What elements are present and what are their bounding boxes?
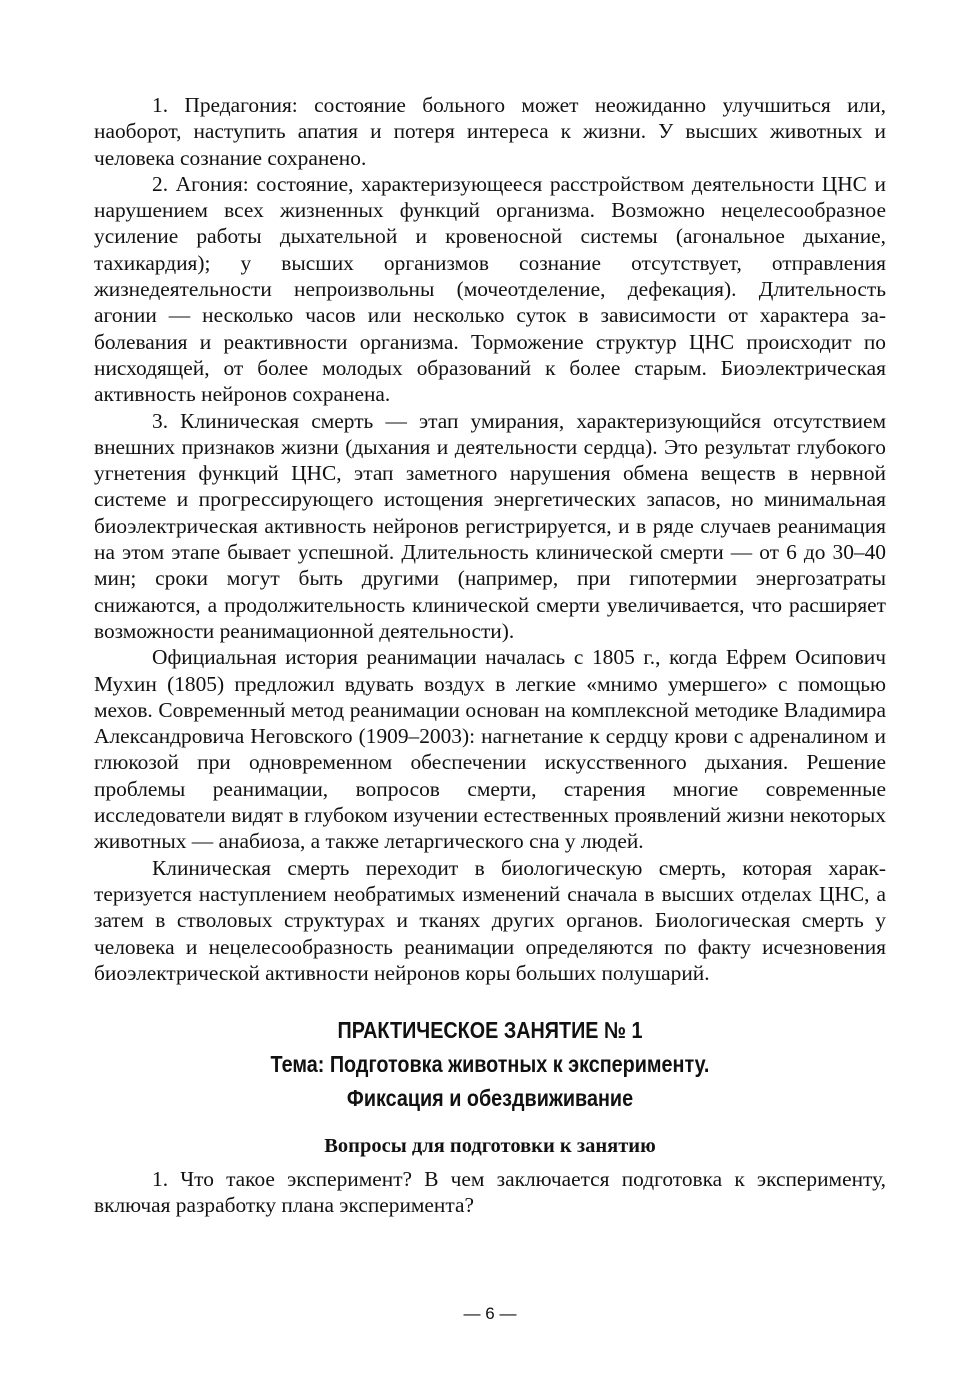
paragraph-predagonia: 1. Предагония: состояние больного может неожиданно улучшиться или, наоборот, наступить апатия и потеря интереса к жизни. У высших животных и человека сознание сохранено. — [94, 93, 886, 170]
paragraph-clinical-death: 3. Клиническая смерть — этап умирания, характеризующийся отсутствием внешних признаков жизни (дыхания и деятельности сердца). Это результат глубокого угнетения функций ЦНС, этап заметного нарушения обмена веществ в нервной системе и прогрессирующего истощения энергетических запасов, но минимальная биоэлектрическая активность нейронов регистрируется, и в ряде случаев реанимация на этом этапе бывает успешной. Длительность клинической смерти — от 6 до 30–40 мин; сроки могут быть другими (например, при гипотермии энергозатраты снижаются, а продолжительность клинической смерти увеличивается, что расширяет возможности реанимационной деятельности). — [94, 408, 886, 643]
paragraph-reanimation-history: Официальная история реанимации началась с 1805 г., когда Ефрем Осипович Мухин (1805) предложил вдувать воздух в легкие «мнимо умершего» с помощью мехов. Современный метод реанимации основан на комплексной методике Владимира Александровича Неговского (1909–2003): нагнетание к сердцу крови с адреналином и глюкозой при одновременном обеспечении искусственного дыхания. Решение проблемы реанимации, вопросов смерти, старения многие современные исследователи видят в глубоком изучении естественных проявлений жизни некоторых животных — анабиоза, а также летаргического сна у людей. — [94, 645, 886, 854]
question-item: 1. Что такое эксперимент? В чем заключается подготовка к эксперименту, включая разработку плана эксперимента? — [94, 1167, 886, 1218]
section-heading — [149, 1013, 830, 1115]
section-topic-line-2: Фиксация и обездвиживание — [346, 1085, 634, 1112]
section-topic-line-1: Тема: Подготовка животных к эксперименту. — [270, 1051, 710, 1078]
questions-heading: Вопросы для подготовки к занятию — [324, 1135, 656, 1158]
page-number: — 6 — — [463, 1304, 517, 1323]
paragraph-biological-death: Клиническая смерть переходит в биологическую смерть, которая характеризуется наступлением необратимых изменений сначала в высших отделах ЦНС, а затем в стволовых структурах и тканях других органов. Биологическая смерть у человека и нецелесообразность реанимации определяются по факту исчезновения биоэлектрической активности нейронов коры больших полушарий. — [94, 855, 886, 985]
document-page — [94, 92, 886, 1219]
section-title: ПРАКТИЧЕСКОЕ ЗАНЯТИЕ № 1 — [337, 1017, 643, 1044]
paragraph-agonia: 2. Агония: состояние, характеризующееся расстройством деятельности ЦНС и нарушением всех жизненных функций организма. Возможно нецелесообразное усиление работы дыхательной и кровеносной системы (агональное дыхание, тахикардия); у высших организмов сознание отсутствует, отправления жизнедеятельности непроизвольны (мочеотделение, дефекация). Длительность агонии — несколько часов или несколько суток в зависимости от характера заболевания и реактивности организма. Торможение структур ЦНС происходит по нисходящей, от более молодых образований к более старым. Биоэлектрическая активность нейронов сохранена. — [94, 171, 886, 407]
